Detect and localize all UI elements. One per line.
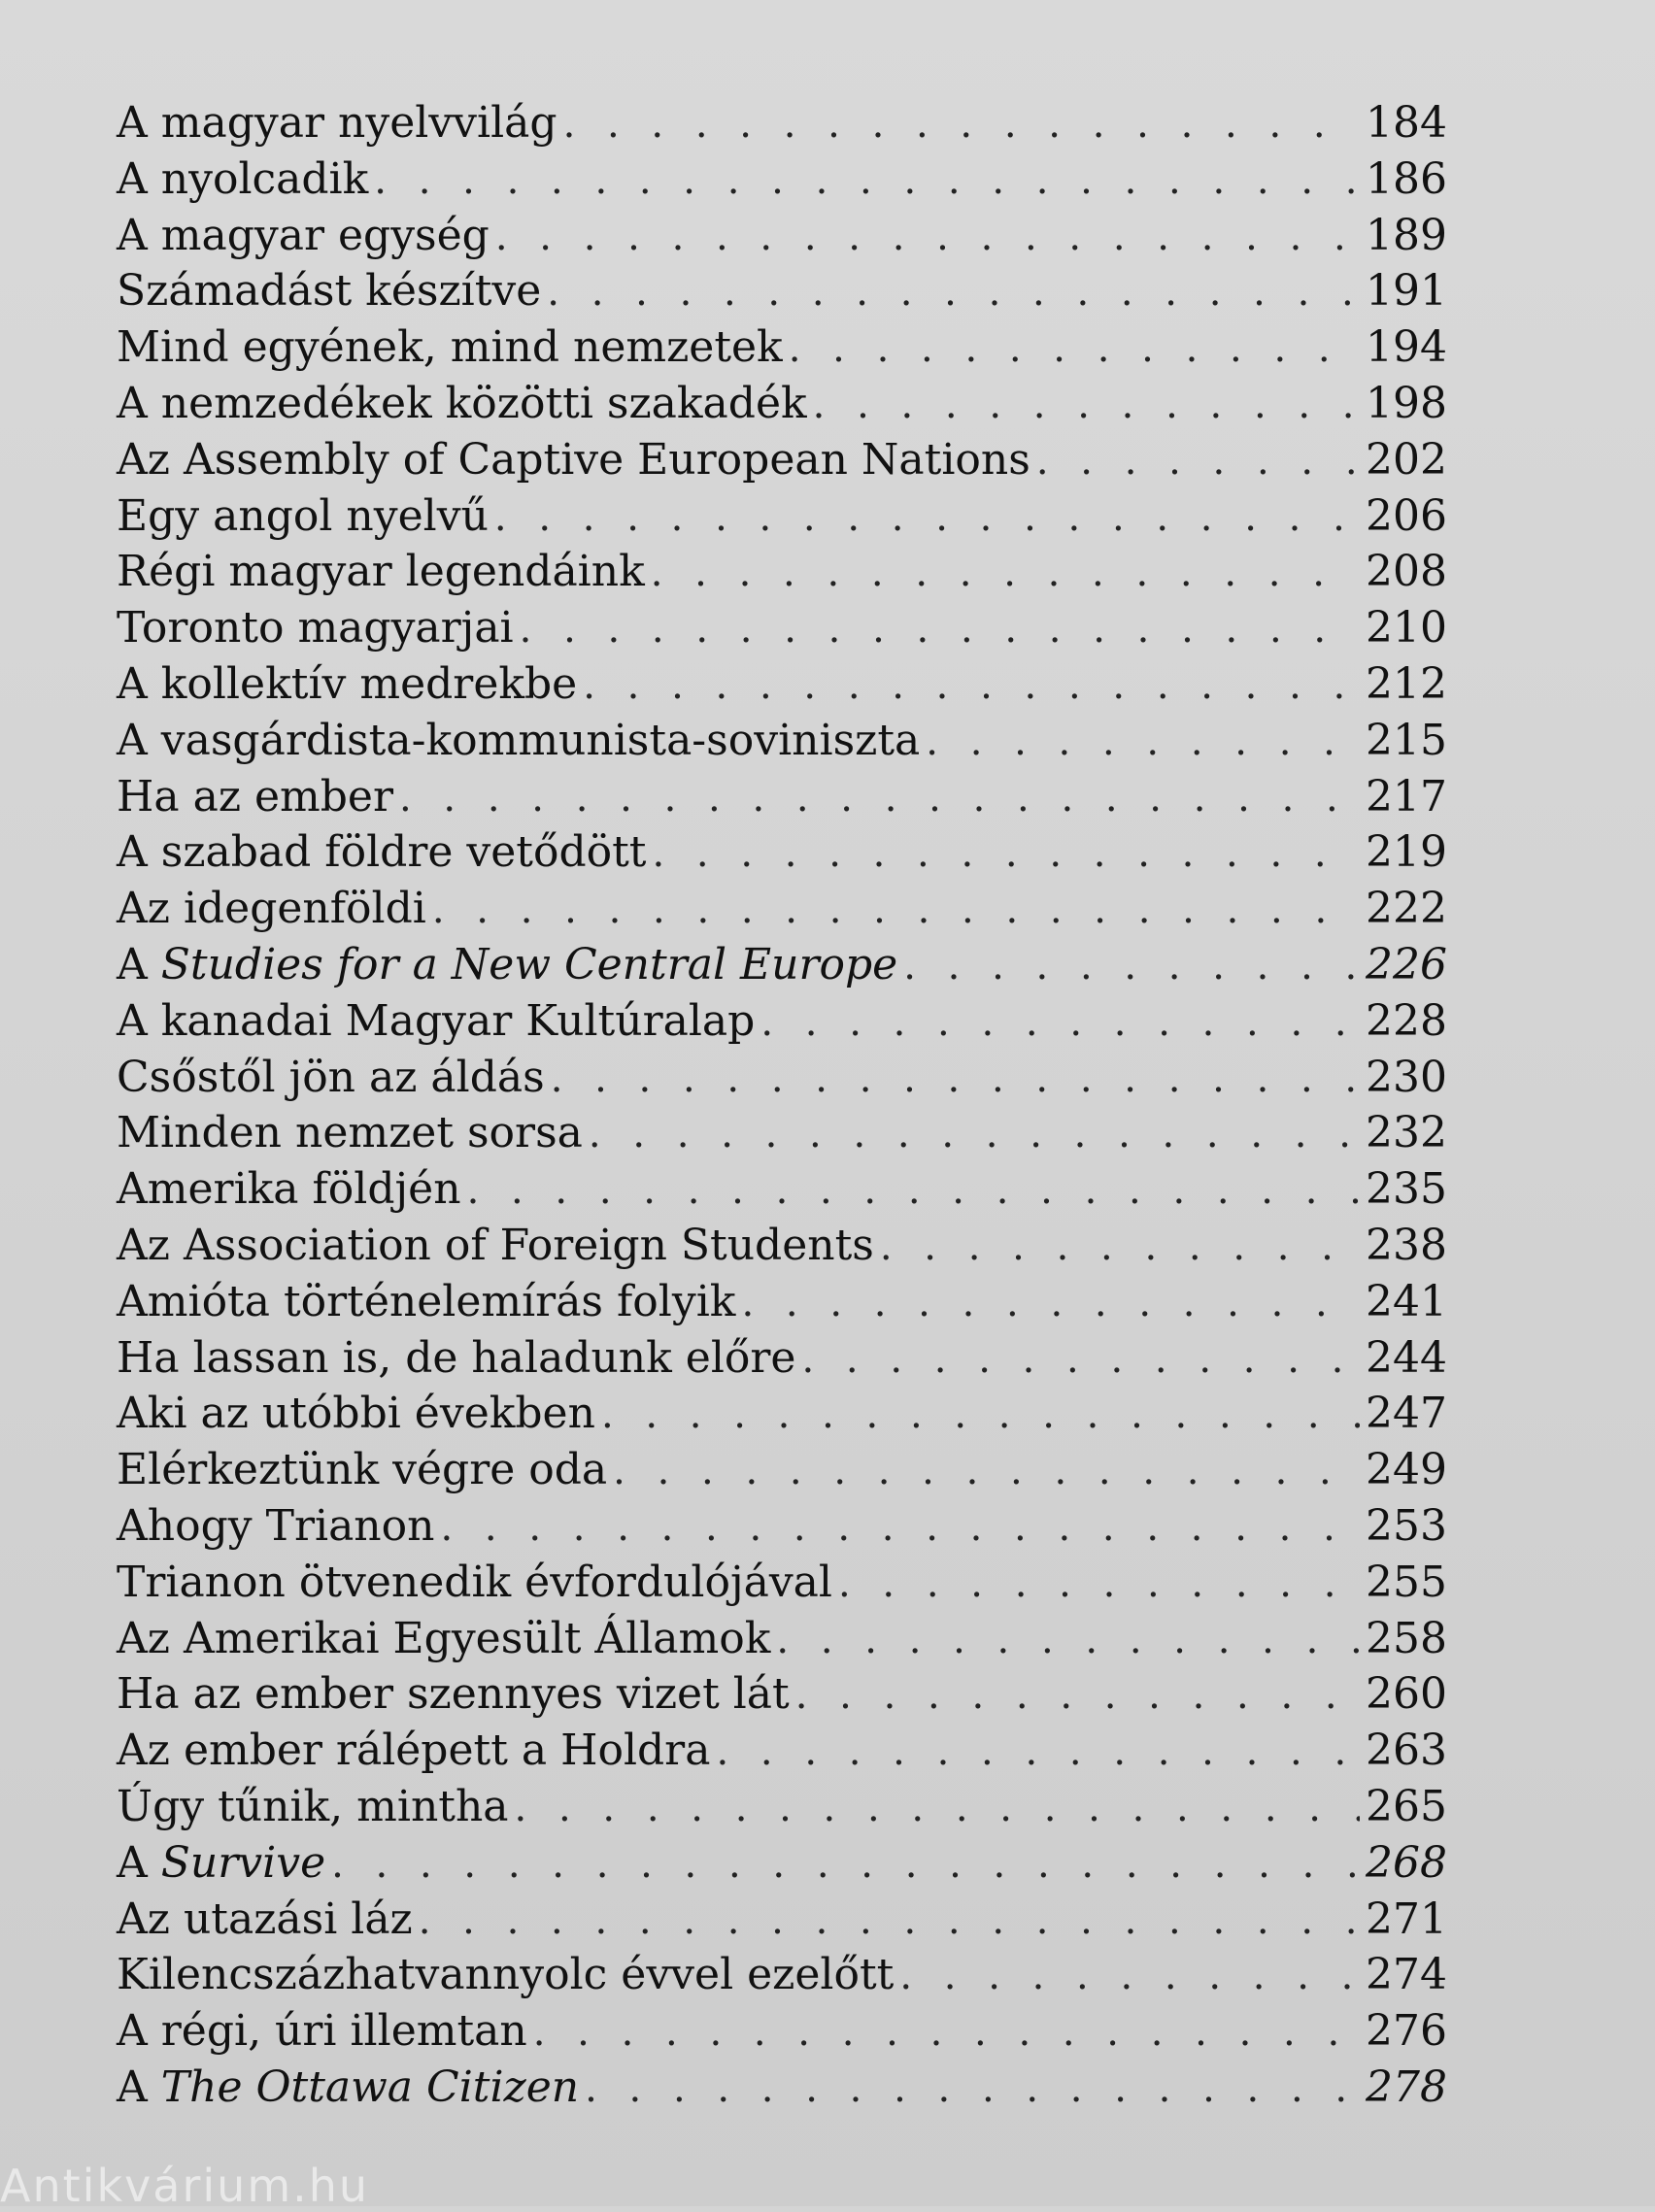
dot-leader bbox=[613, 1444, 1360, 1500]
toc-entry-page-number: 247 bbox=[1366, 1389, 1447, 1439]
dot-leader bbox=[838, 1557, 1360, 1613]
toc-entry-page-number: 276 bbox=[1366, 2006, 1447, 2057]
toc-entry-title-text: Az utazási láz bbox=[117, 1894, 413, 1944]
toc-entry-page-number: 260 bbox=[1366, 1669, 1447, 1720]
toc-entry bbox=[117, 1892, 1447, 1948]
toc-entry-title bbox=[117, 544, 651, 600]
toc-entry-page-number: 249 bbox=[1366, 1445, 1447, 1495]
toc-entry-page-number: 265 bbox=[1366, 1781, 1447, 1831]
toc-entry-title bbox=[117, 1330, 801, 1387]
toc-entry-title bbox=[117, 1723, 716, 1779]
dot-leader bbox=[601, 1388, 1360, 1444]
dot-leader bbox=[585, 2061, 1360, 2118]
dot-leader bbox=[331, 1837, 1360, 1894]
toc-entry-page-number: 222 bbox=[1366, 884, 1447, 934]
toc-entry-title bbox=[117, 713, 926, 769]
toc-entry bbox=[117, 432, 1447, 488]
dot-leader bbox=[419, 1894, 1360, 1950]
toc-entry bbox=[117, 1105, 1447, 1161]
toc-entry-title bbox=[117, 1218, 880, 1274]
toc-entry-page-number: 226 bbox=[1366, 939, 1447, 989]
toc-entry-title-text: A bbox=[117, 2061, 161, 2112]
toc-entry-title-text: Mind egyének, mind nemzetek bbox=[117, 322, 783, 373]
dot-leader bbox=[551, 1052, 1360, 1108]
dot-leader bbox=[583, 658, 1360, 715]
dot-leader bbox=[547, 265, 1360, 321]
toc-entry bbox=[117, 95, 1447, 151]
toc-entry bbox=[117, 881, 1447, 937]
toc-entry bbox=[117, 1218, 1447, 1274]
dot-leader bbox=[494, 490, 1360, 547]
toc-entry-title-text: Az idegenföldi bbox=[117, 884, 426, 934]
toc-entry-title bbox=[117, 1050, 551, 1106]
toc-entry bbox=[117, 1947, 1447, 2003]
toc-entry bbox=[117, 769, 1447, 825]
dot-leader bbox=[515, 1781, 1360, 1837]
toc-entry-page-number: 189 bbox=[1366, 210, 1447, 260]
toc-entry-page-number: 198 bbox=[1366, 378, 1447, 428]
dot-leader bbox=[741, 1276, 1360, 1332]
dot-leader bbox=[652, 826, 1360, 883]
toc-entry-page-number: 263 bbox=[1366, 1726, 1447, 1776]
dot-leader bbox=[716, 1725, 1360, 1781]
dot-leader bbox=[520, 602, 1360, 658]
toc-entry-page-number: 215 bbox=[1366, 715, 1447, 765]
toc-entry-page-number: 268 bbox=[1366, 1837, 1447, 1888]
dot-leader bbox=[440, 1500, 1360, 1557]
toc-entry bbox=[117, 824, 1447, 881]
toc-entry-title bbox=[117, 151, 374, 208]
toc-entry bbox=[117, 1161, 1447, 1218]
toc-entry bbox=[117, 1723, 1447, 1779]
toc-entry bbox=[117, 1835, 1447, 1892]
toc-entry-title-text: A kanadai Magyar Kultúralap bbox=[117, 995, 756, 1046]
toc-entry-title bbox=[117, 2003, 533, 2060]
dot-leader bbox=[760, 995, 1360, 1052]
toc-entry-title-text: A bbox=[117, 1837, 161, 1888]
toc-entry-page-number: 186 bbox=[1366, 153, 1447, 204]
dot-leader bbox=[495, 210, 1360, 266]
toc-entry-title-text: Ha az ember bbox=[117, 771, 393, 821]
toc-entry-page-number: 274 bbox=[1366, 1950, 1447, 2000]
toc-entry-title bbox=[117, 993, 760, 1050]
toc-entry bbox=[117, 2003, 1447, 2060]
toc-entry-title-text: Trianon ötvenedik évfordulójával bbox=[117, 1557, 832, 1607]
toc-entry-title bbox=[117, 2060, 585, 2116]
toc-entry-title bbox=[117, 319, 789, 376]
toc-entry-title-text: Toronto magyarjai bbox=[117, 603, 514, 654]
toc-entry-title bbox=[117, 1555, 838, 1611]
toc-entry-title bbox=[117, 1666, 795, 1723]
toc-entry-title bbox=[117, 1779, 515, 1835]
dot-leader bbox=[651, 546, 1360, 602]
toc-entry-title bbox=[117, 1498, 440, 1555]
toc-entry-page-number: 230 bbox=[1366, 1052, 1447, 1102]
toc-entry-title-text: A magyar nyelvvilág bbox=[117, 98, 557, 148]
dot-leader bbox=[801, 1332, 1360, 1389]
toc-entry-title bbox=[117, 881, 432, 937]
toc-entry-title-text: Ha lassan is, de haladunk előre bbox=[117, 1332, 796, 1383]
table-of-contents bbox=[117, 95, 1447, 2116]
toc-entry-page-number: 210 bbox=[1366, 603, 1447, 654]
dot-leader bbox=[399, 771, 1360, 827]
toc-entry-title-italic: The Ottawa Citizen bbox=[160, 2061, 580, 2112]
toc-entry-page-number: 278 bbox=[1366, 2061, 1447, 2112]
toc-entry bbox=[117, 656, 1447, 713]
toc-entry bbox=[117, 263, 1447, 319]
toc-entry-page-number: 235 bbox=[1366, 1164, 1447, 1215]
toc-entry-title bbox=[117, 1892, 419, 1948]
dot-leader bbox=[795, 1668, 1360, 1725]
toc-entry bbox=[117, 488, 1447, 545]
toc-entry-title-text: Régi magyar legendáink bbox=[117, 547, 645, 597]
toc-entry-title bbox=[117, 376, 813, 432]
toc-entry-title bbox=[117, 1386, 601, 1442]
toc-entry-page-number: 238 bbox=[1366, 1220, 1447, 1270]
toc-entry bbox=[117, 544, 1447, 600]
toc-entry bbox=[117, 376, 1447, 432]
toc-entry bbox=[117, 1274, 1447, 1330]
toc-entry-title-text: Úgy tűnik, mintha bbox=[117, 1781, 509, 1831]
toc-entry-title bbox=[117, 1105, 589, 1161]
toc-entry-title bbox=[117, 1161, 467, 1218]
toc-entry-title-text: Kilencszázhatvannyolc évvel ezelőtt bbox=[117, 1950, 895, 2000]
toc-entry-title bbox=[117, 488, 494, 545]
toc-entry-page-number: 212 bbox=[1366, 658, 1447, 709]
toc-entry-title-text: Az Association of Foreign Students bbox=[117, 1220, 874, 1270]
toc-entry-title-text: Ha az ember szennyes vizet lát bbox=[117, 1669, 790, 1720]
toc-entry-title-text: A vasgárdista-kommunista-soviniszta bbox=[117, 715, 921, 765]
toc-entry-title-text: Az Assembly of Captive European Nations bbox=[117, 434, 1030, 485]
toc-entry-title-text: A magyar egység bbox=[117, 210, 490, 260]
toc-entry bbox=[117, 1442, 1447, 1498]
toc-entry-title-text: Amerika földjén bbox=[117, 1164, 461, 1215]
toc-entry-page-number: 184 bbox=[1366, 98, 1447, 148]
toc-entry-title bbox=[117, 824, 652, 881]
toc-entry-page-number: 255 bbox=[1366, 1557, 1447, 1607]
dot-leader bbox=[374, 153, 1360, 210]
toc-entry-title-text: Elérkeztünk végre oda bbox=[117, 1445, 608, 1495]
toc-entry bbox=[117, 1498, 1447, 1555]
toc-entry bbox=[117, 993, 1447, 1050]
toc-entry-page-number: 241 bbox=[1366, 1276, 1447, 1326]
toc-entry-title-text: Minden nemzet sorsa bbox=[117, 1108, 583, 1158]
toc-entry-title-text: A régi, úri illemtan bbox=[117, 2006, 527, 2057]
toc-entry-title-italic: Studies for a New Central Europe bbox=[160, 939, 898, 989]
toc-entry-title-text: Az Amerikai Egyesült Államok bbox=[117, 1613, 771, 1663]
toc-entry-page-number: 191 bbox=[1366, 266, 1447, 317]
toc-entry bbox=[117, 1779, 1447, 1835]
toc-entry bbox=[117, 319, 1447, 376]
toc-entry-title bbox=[117, 208, 495, 264]
toc-entry-title bbox=[117, 95, 563, 151]
toc-entry-title bbox=[117, 1835, 331, 1892]
toc-entry bbox=[117, 151, 1447, 208]
toc-entry bbox=[117, 1611, 1447, 1667]
toc-entry-page-number: 219 bbox=[1366, 827, 1447, 878]
toc-entry bbox=[117, 1050, 1447, 1106]
toc-entry bbox=[117, 937, 1447, 993]
toc-entry-page-number: 232 bbox=[1366, 1108, 1447, 1158]
toc-entry-page-number: 202 bbox=[1366, 434, 1447, 485]
toc-entry-page-number: 206 bbox=[1366, 490, 1447, 541]
toc-entry-title bbox=[117, 1442, 613, 1498]
dot-leader bbox=[776, 1613, 1360, 1669]
toc-entry-title-text: Ahogy Trianon bbox=[117, 1500, 435, 1551]
toc-entry bbox=[117, 1555, 1447, 1611]
toc-entry-page-number: 217 bbox=[1366, 771, 1447, 821]
toc-entry-page-number: 208 bbox=[1366, 547, 1447, 597]
watermark: Antikvárium.hu bbox=[0, 2160, 370, 2212]
toc-entry-title bbox=[117, 656, 583, 713]
dot-leader bbox=[926, 715, 1360, 771]
toc-entry-page-number: 258 bbox=[1366, 1613, 1447, 1663]
toc-entry-title bbox=[117, 1611, 776, 1667]
toc-entry-page-number: 194 bbox=[1366, 322, 1447, 373]
toc-entry-title bbox=[117, 600, 520, 656]
toc-entry-title-text: Egy angol nyelvű bbox=[117, 490, 489, 541]
toc-entry-title-text: Amióta történelemírás folyik bbox=[117, 1276, 736, 1326]
toc-entry-page-number: 244 bbox=[1366, 1332, 1447, 1383]
toc-entry bbox=[117, 208, 1447, 264]
toc-entry-title-text: Az ember rálépett a Holdra bbox=[117, 1726, 711, 1776]
toc-entry-title bbox=[117, 263, 547, 319]
toc-entry bbox=[117, 713, 1447, 769]
toc-entry bbox=[117, 2060, 1447, 2116]
toc-entry-title-italic: Survive bbox=[160, 1837, 326, 1888]
toc-entry-title bbox=[117, 1947, 899, 2003]
toc-entry-title bbox=[117, 769, 399, 825]
dot-leader bbox=[563, 97, 1360, 153]
dot-leader bbox=[1036, 434, 1360, 490]
dot-leader bbox=[467, 1163, 1360, 1220]
dot-leader bbox=[432, 883, 1360, 939]
toc-entry-title-text: Számadást készítve bbox=[117, 266, 542, 317]
dot-leader bbox=[880, 1220, 1360, 1276]
dot-leader bbox=[903, 939, 1360, 995]
toc-entry-page-number: 228 bbox=[1366, 995, 1447, 1046]
dot-leader bbox=[589, 1107, 1360, 1163]
toc-entry-title-text: A bbox=[117, 939, 161, 989]
dot-leader bbox=[533, 2005, 1360, 2061]
toc-entry bbox=[117, 1330, 1447, 1387]
toc-entry-title-text: A szabad földre vetődött bbox=[117, 827, 647, 878]
toc-entry bbox=[117, 1386, 1447, 1442]
toc-entry-title bbox=[117, 432, 1036, 488]
toc-entry-title-text: Csőstől jön az áldás bbox=[117, 1052, 545, 1102]
toc-entry-title-text: A nyolcadik bbox=[117, 153, 369, 204]
dot-leader bbox=[813, 378, 1360, 434]
dot-leader bbox=[899, 1949, 1360, 2005]
toc-entry-title-text: Aki az utóbbi években bbox=[117, 1389, 595, 1439]
toc-entry-page-number: 271 bbox=[1366, 1894, 1447, 1944]
toc-entry-page-number: 253 bbox=[1366, 1500, 1447, 1551]
toc-entry-title-text: A kollektív medrekbe bbox=[117, 658, 578, 709]
toc-entry-title bbox=[117, 937, 903, 993]
toc-entry bbox=[117, 600, 1447, 656]
toc-entry-title-text: A nemzedékek közötti szakadék bbox=[117, 378, 807, 428]
toc-entry bbox=[117, 1666, 1447, 1723]
dot-leader bbox=[789, 321, 1360, 378]
toc-entry-title bbox=[117, 1274, 741, 1330]
